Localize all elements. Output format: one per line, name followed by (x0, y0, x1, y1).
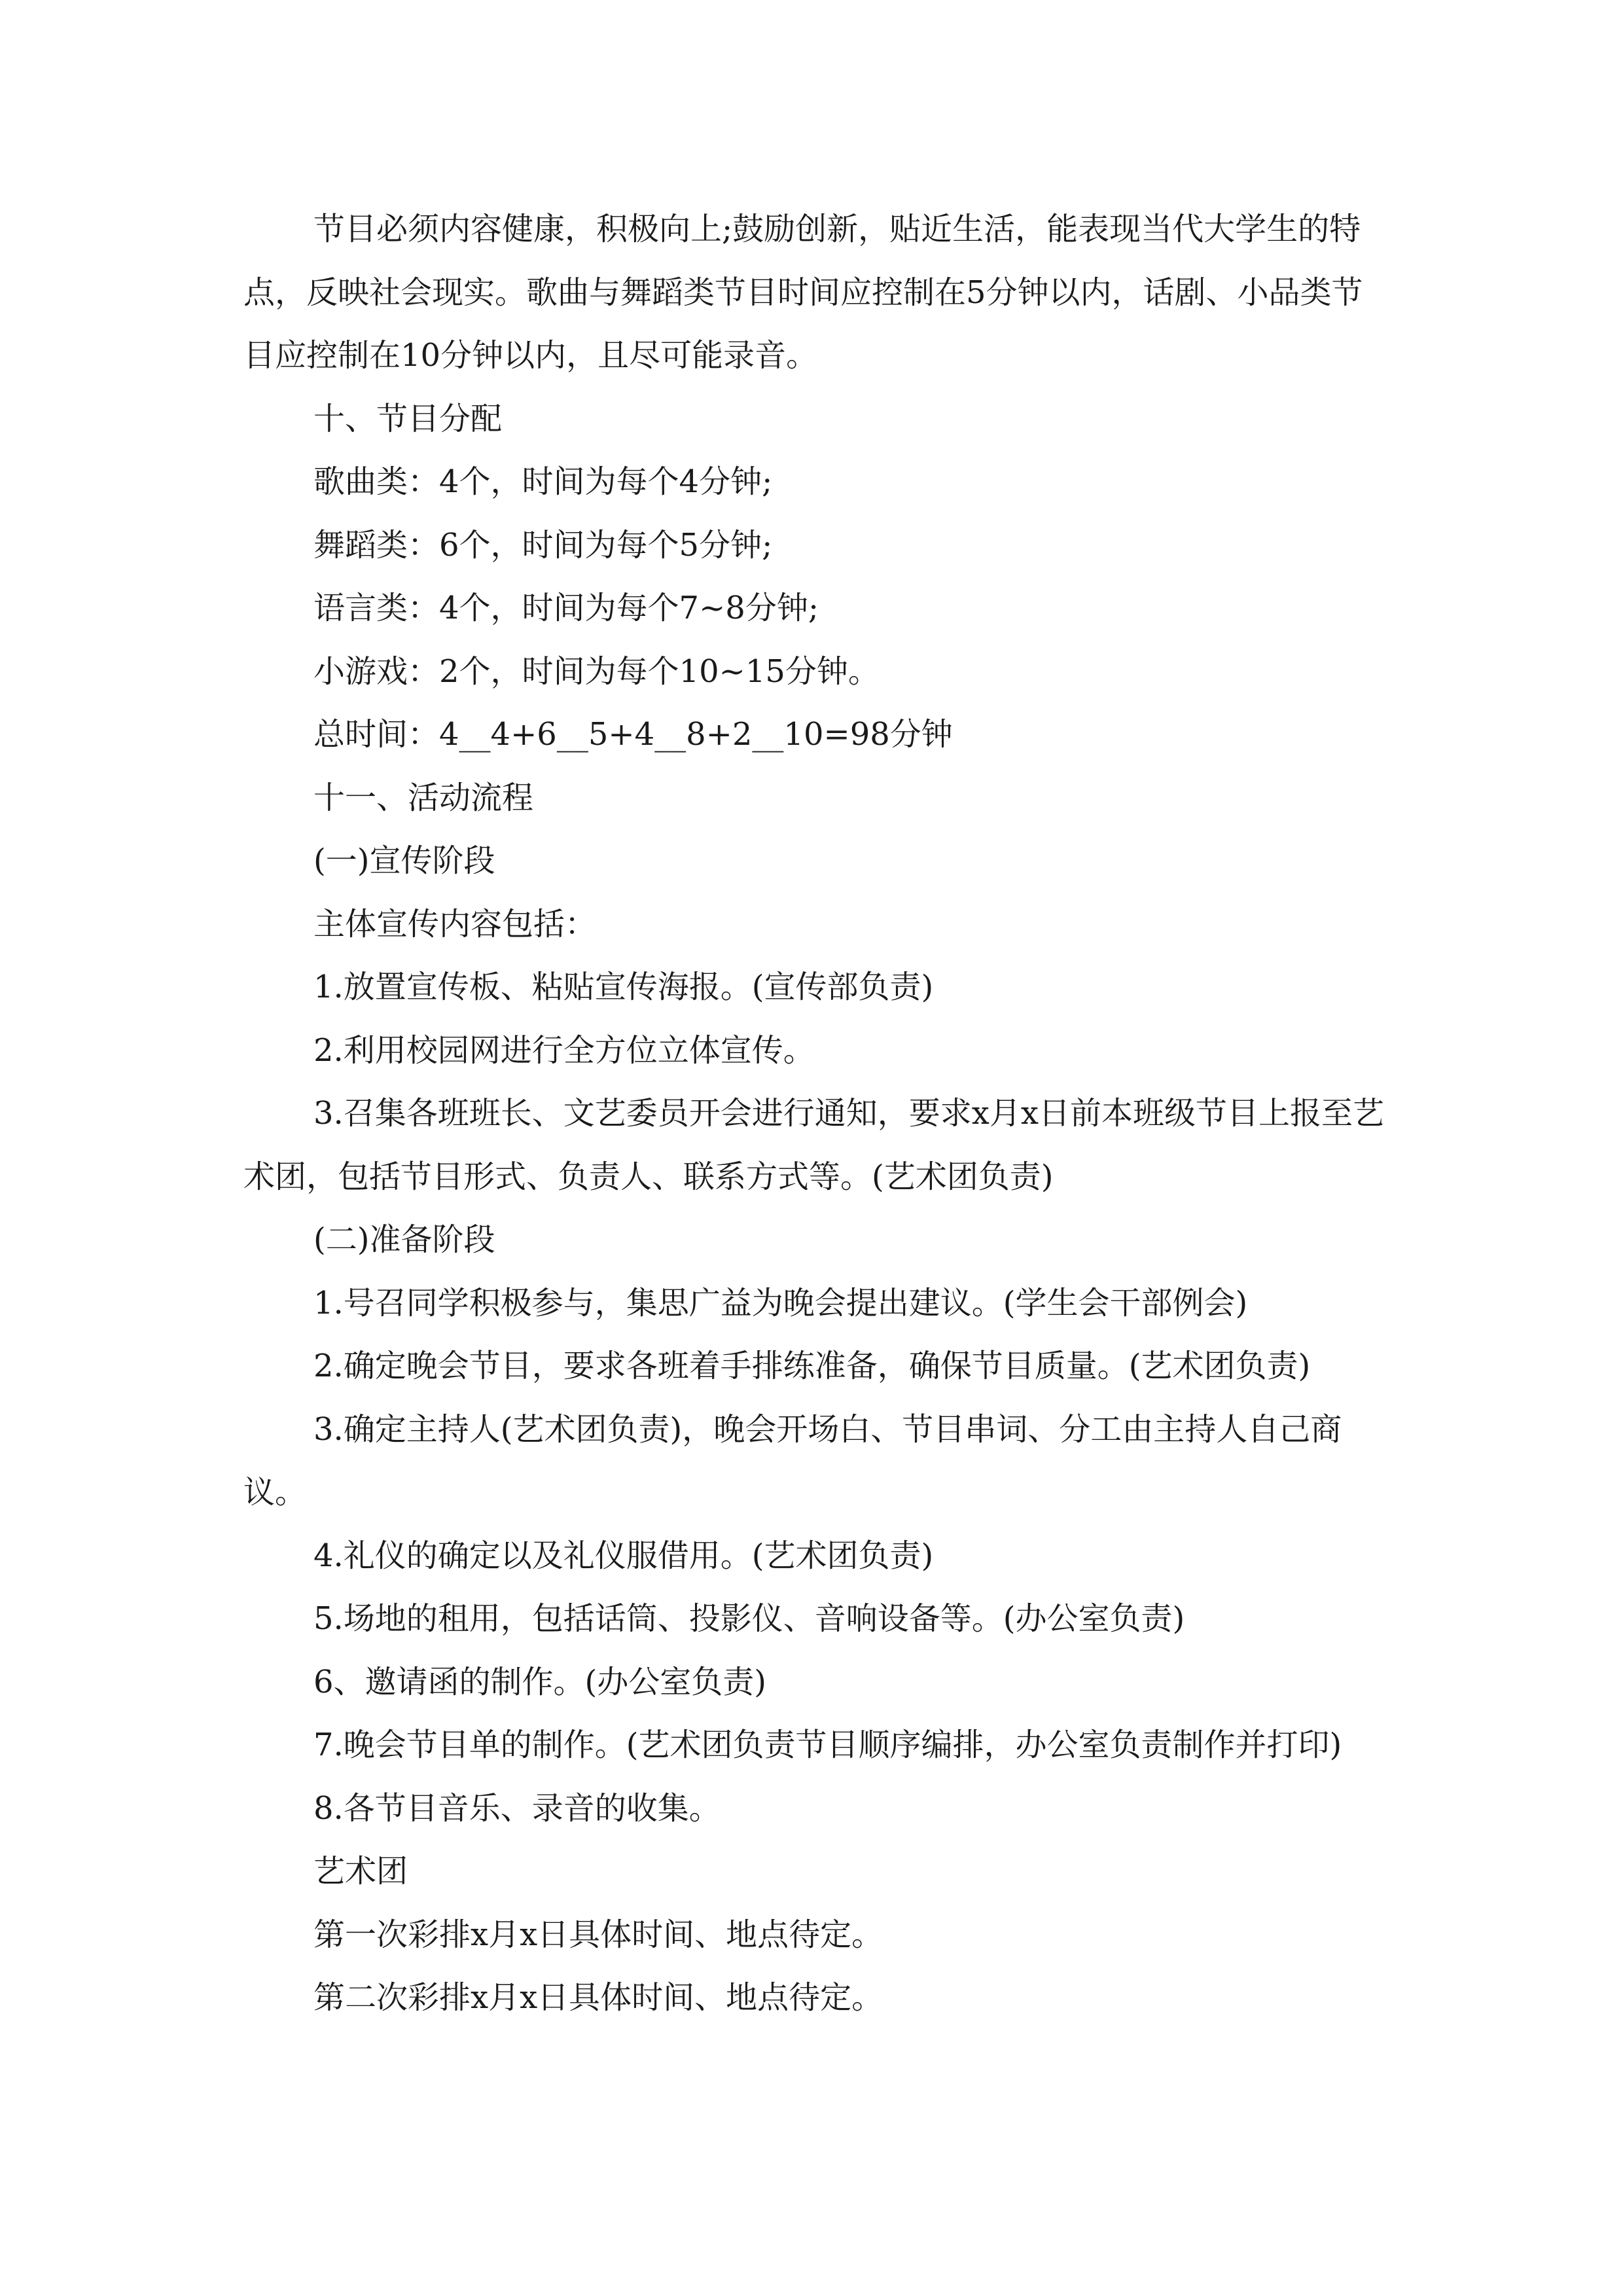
paragraph-art-troupe: 艺术团 (313, 1853, 408, 1890)
heading-activity-flow: 十一、活动流程 (313, 779, 534, 816)
list-item-preparation-8: 8.各节目音乐、录音的收集。 (313, 1789, 721, 1827)
list-item-publicity-3: 3.召集各班班长、文艺委员开会进行通知，要求x月x日前本班级节目上报至艺术团，包括节目形式、负责人、联系方式等。(艺术团负责) (243, 1095, 1384, 1195)
paragraph-dances: 舞蹈类：6个，时间为每个5分钟; (313, 526, 773, 564)
list-item-preparation-2: 2.确定晚会节目，要求各班着手排练准备，确保节目质量。(艺术团负责) (313, 1348, 1311, 1384)
paragraph-rehearsal-1: 第一次彩排x月x日具体时间、地点待定。 (313, 1916, 883, 1953)
heading-publicity-stage: (一)宣传阶段 (313, 842, 495, 879)
list-item-preparation-5: 5.场地的租用，包括话筒、投影仪、音响设备等。(办公室负责) (313, 1600, 1185, 1637)
paragraph-games: 小游戏：2个，时间为每个10~15分钟。 (313, 653, 880, 690)
paragraph-total-time: 总时间：4__4+6__5+4__8+2__10=98分钟 (313, 716, 953, 753)
list-item-preparation-4: 4.礼仪的确定以及礼仪服借用。(艺术团负责) (313, 1537, 934, 1574)
paragraph-rehearsal-2: 第二次彩排x月x日具体时间、地点待定。 (313, 1979, 883, 2016)
paragraph-songs: 歌曲类：4个，时间为每个4分钟; (313, 463, 773, 500)
document-body (243, 198, 1393, 2030)
paragraph-language: 语言类：4个，时间为每个7~8分钟; (313, 590, 819, 626)
list-item-preparation-3: 3.确定主持人(艺术团负责)，晚会开场白、节目串词、分工由主持人自己商议。 (243, 1410, 1342, 1511)
list-item-preparation-6: 6、邀请函的制作。(办公室负责) (313, 1663, 766, 1700)
heading-preparation-stage: (二)准备阶段 (313, 1221, 495, 1258)
paragraph-publicity-intro: 主体宣传内容包括： (313, 905, 597, 942)
heading-program-allocation: 十、节目分配 (313, 400, 503, 437)
list-item-preparation-7: 7.晚会节目单的制作。(艺术团负责节目顺序编排，办公室负责制作并打印) (313, 1727, 1342, 1763)
list-item-publicity-1: 1.放置宣传板、粘贴宣传海报。(宣传部负责) (313, 969, 934, 1005)
list-item-preparation-1: 1.号召同学积极参与，集思广益为晚会提出建议。(学生会干部例会) (313, 1284, 1248, 1321)
paragraph-program-requirements: 节目必须内容健康，积极向上;鼓励创新，贴近生活，能表现当代大学生的特点，反映社会现实。歌曲与舞蹈类节目时间应控制在5分钟以内，话剧、小品类节目应控制在10分钟以内，且尽可能录音。 (243, 211, 1363, 374)
list-item-publicity-2: 2.利用校园网进行全方位立体宣传。 (313, 1031, 815, 1069)
